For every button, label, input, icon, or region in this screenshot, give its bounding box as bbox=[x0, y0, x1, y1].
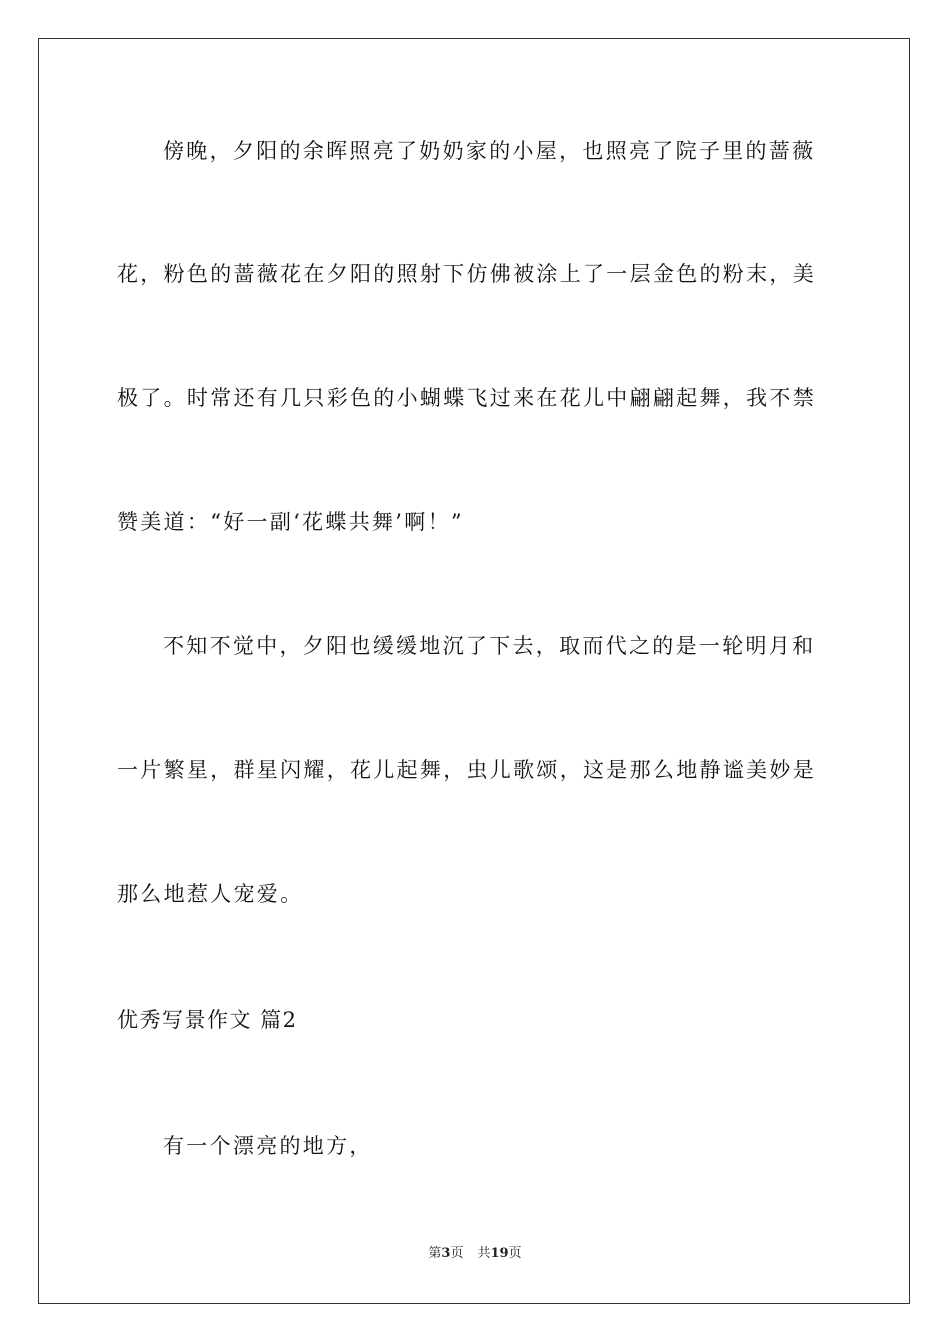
section-heading: 优秀写景作文 篇2 bbox=[117, 1008, 298, 1032]
page-footer bbox=[0, 1245, 950, 1263]
footer-page-prefix: 第 bbox=[428, 1246, 442, 1261]
paragraph-2-line-2: 一片繁星，群星闪耀，花儿起舞，虫儿歌颂，这是那么地静谧美妙是 bbox=[117, 758, 816, 782]
section-first-line: 有一个漂亮的地方， bbox=[163, 1134, 373, 1158]
paragraph-2-line-1: 不知不觉中，夕阳也缓缓地沉了下去，取而代之的是一轮明月和 bbox=[163, 634, 816, 658]
footer-total-suffix: 页 bbox=[508, 1246, 522, 1261]
footer-total-prefix: 共 bbox=[477, 1246, 491, 1261]
paragraph-1-line-2: 花，粉色的蔷薇花在夕阳的照射下仿佛被涂上了一层金色的粉末，美 bbox=[117, 262, 816, 286]
footer-total-pages: 19 bbox=[490, 1246, 509, 1261]
footer-page-suffix: 页 bbox=[450, 1246, 464, 1261]
paragraph-1-line-1: 傍晚，夕阳的余晖照亮了奶奶家的小屋，也照亮了院子里的蔷薇 bbox=[163, 139, 816, 163]
paragraph-2-line-3: 那么地惹人宠爱。 bbox=[117, 882, 304, 906]
paragraph-1-line-3: 极了。时常还有几只彩色的小蝴蝶飞过来在花儿中翩翩起舞，我不禁 bbox=[117, 386, 816, 410]
paragraph-1-line-4: 赞美道：“好一副‘花蝶共舞’啊！” bbox=[117, 510, 464, 534]
footer-page-number: 3 bbox=[441, 1246, 451, 1261]
page-border bbox=[38, 38, 910, 1304]
